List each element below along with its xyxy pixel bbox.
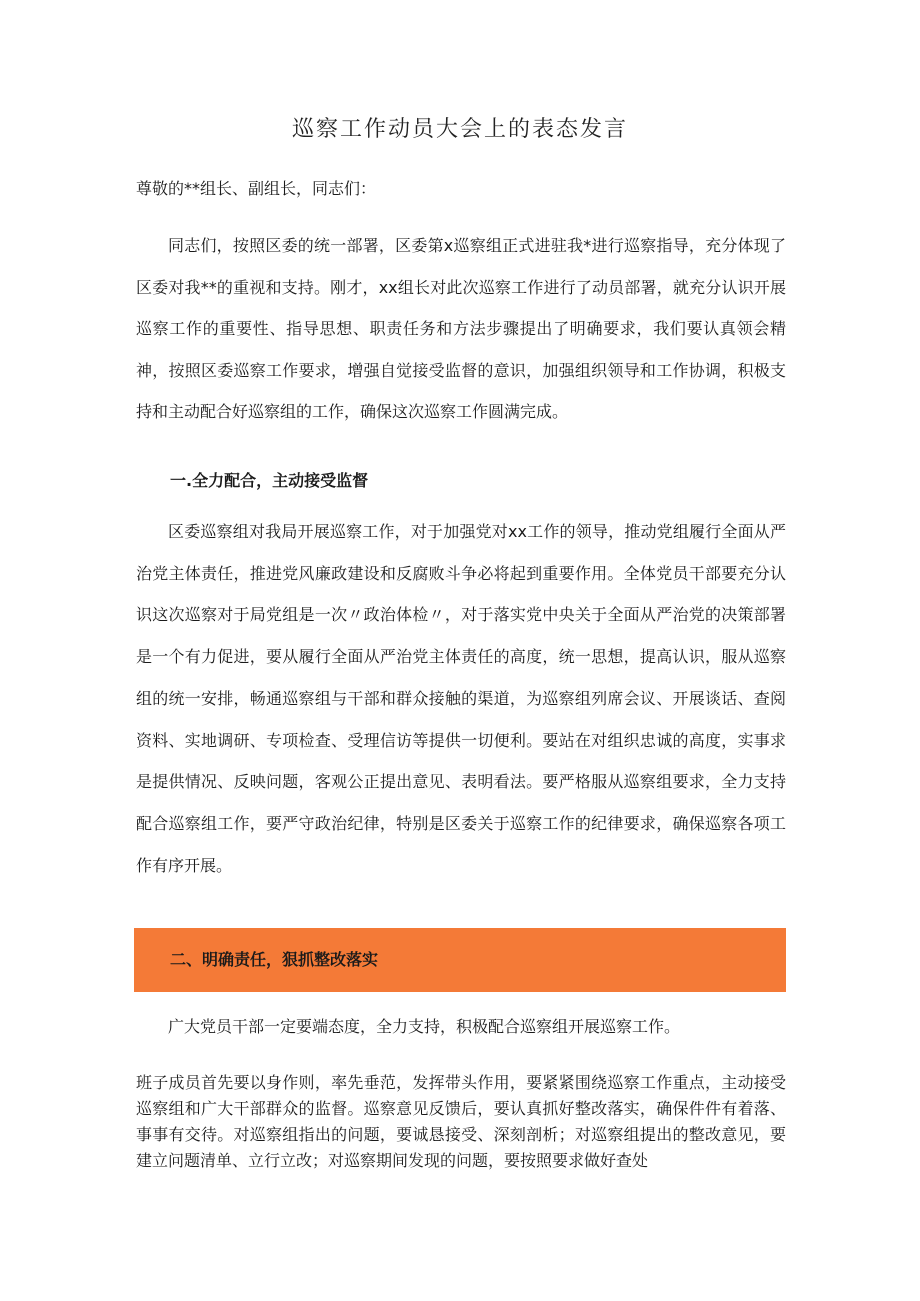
section-heading-2: 二、明确责任，狠抓整改落实 (170, 950, 379, 969)
document-title: 巡察工作动员大会上的表态发言 (291, 117, 628, 142)
paragraph-section-2-body: 班子成员首先要以身作则，率先垂范，发挥带头作用，要紧紧围绕巡察工作重点，主动接受巡察组和广大干部群众的监督。巡察意见反馈后，要认真抓好整改落实，确保件件有着落、事事有交待。对巡察组指出的问题，要诚恳接受、深刻剖析；对巡察组提出的整改意见，要建立问题清单、立行立改；对巡察期间发现的问题，要按照要求做好查处 (136, 1073, 786, 1170)
section-heading-1: 一.全力配合，主动接受监督 (170, 471, 369, 490)
salutation: 尊敬的**组长、副组长，同志们： (136, 179, 377, 198)
paragraph-section-2-intro: 广大党员干部一定要端态度，全力支持，积极配合巡察组开展巡察工作。 (168, 1017, 681, 1036)
paragraph-intro: 同志们，按照区委的统一部署，区委第x巡察组正式进驻我*进行巡察指导，充分体现了区委对我**的重视和支持。刚才，xx组长对此次巡察工作进行了动员部署，就充分认识开展巡察工作的重要性、指导思想、职责任务和方法步骤提出了明确要求，我们要认真领会精神，按照区委巡察工作要求，增强自觉接受监督的意识，加强组织领导和工作协调，积极支持和主动配合好巡察组的工作，确保这次巡察工作圆满完成。 (136, 236, 786, 421)
paragraph-section-1: 区委巡察组对我局开展巡察工作，对于加强党对xx工作的领导，推动党组履行全面从严治党主体责任，推进党风廉政建设和反腐败斗争必将起到重要作用。全体党员干部要充分认识这次巡察对于局党组是一次〃政治体检〃，对于落实党中央关于全面从严治党的决策部署是一个有力促进，要从履行全面从严治党主体责任的高度，统一思想，提高认识，服从巡察组的统一安排，畅通巡察组与干部和群众接触的渠道，为巡察组列席会议、开展谈话、查阅资料、实地调研、专项检查、受理信访等提供一切便利。要站在对组织忠诚的高度，实事求是提供情况、反映问题，客观公正提出意见、表明看法。要严格服从巡察组要求，全力支持配合巡察组工作，要严守政治纪律，特别是区委关于巡察工作的纪律要求，确保巡察各项工作有序开展。 (136, 522, 786, 875)
